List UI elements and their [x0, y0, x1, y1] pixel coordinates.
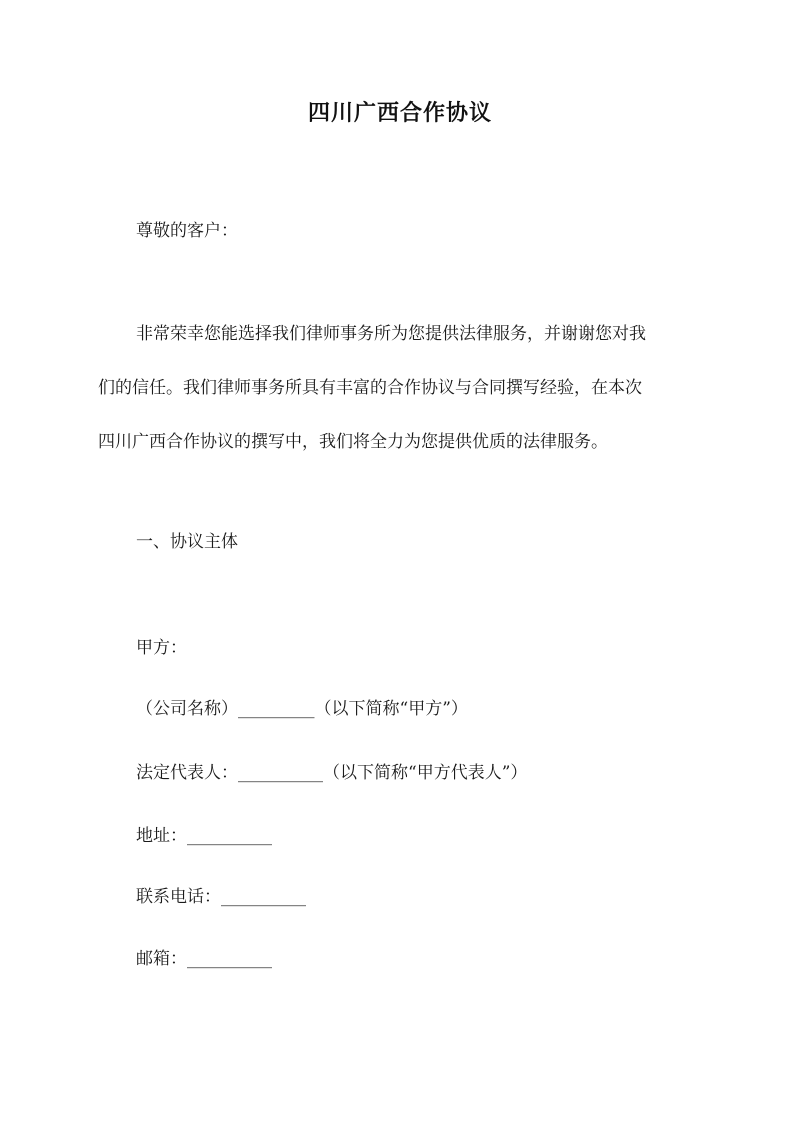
party-a-email-line: 邮箱：__________ [136, 949, 272, 969]
intro-line: 非常荣幸您能选择我们律师事务所为您提供法律服务，并谢谢您对我 [136, 324, 646, 344]
intro-paragraph [98, 322, 702, 484]
document-title: 四川广西合作协议 [307, 100, 492, 126]
party-a-phone-line: 联系电话：__________ [136, 887, 306, 907]
party-a-representative-line: 法定代表人：__________（以下简称“甲方代表人”） [136, 763, 528, 783]
party-a-label: 甲方： [136, 638, 187, 658]
party-a-company-line: （公司名称）_________（以下简称“甲方”） [136, 699, 468, 719]
salutation: 尊敬的客户： [136, 221, 238, 241]
party-a-address-line: 地址：__________ [136, 826, 272, 846]
intro-line: 四川广西合作协议的撰写中，我们将全力为您提供优质的法律服务。 [98, 432, 608, 452]
intro-line: 们的信任。我们律师事务所具有丰富的合作协议与合同撰写经验，在本次 [98, 378, 642, 398]
section-heading: 一、协议主体 [136, 532, 238, 552]
